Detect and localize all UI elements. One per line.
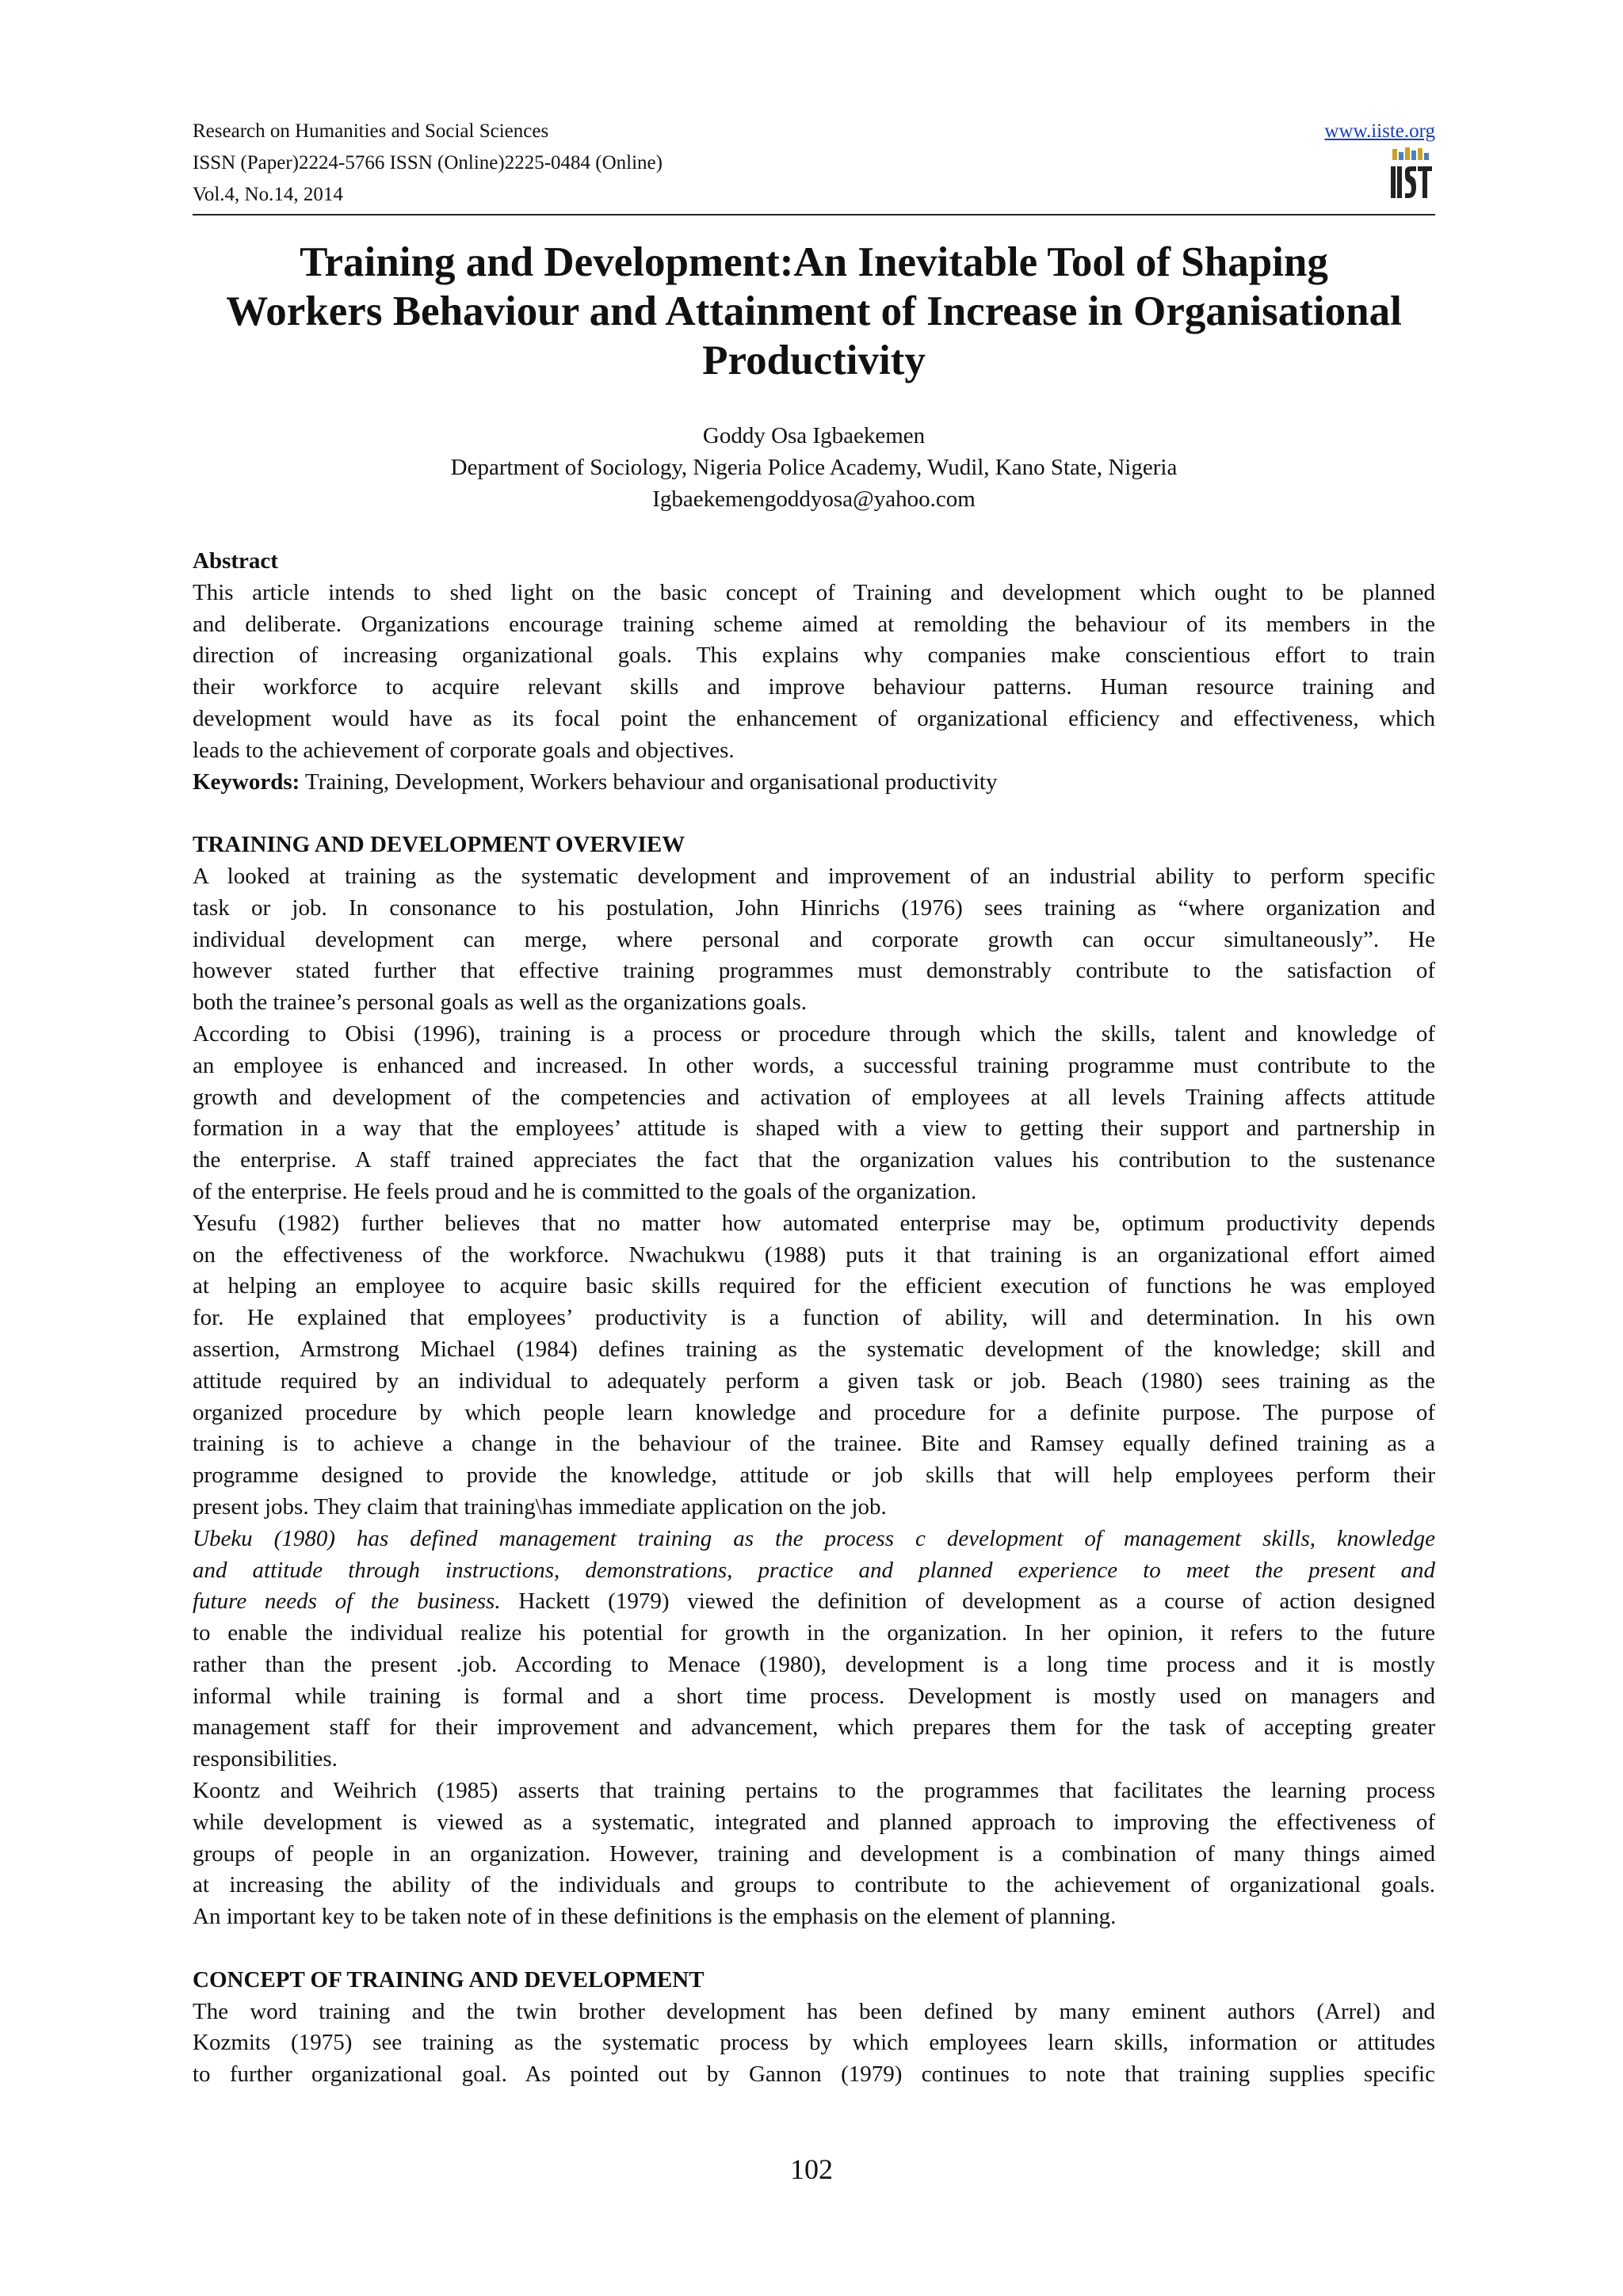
text-fragment: Hackett (1979) viewed the definition of development as a course of action designed <box>500 1589 1435 1615</box>
journal-url-link[interactable]: www.iiste.org <box>1324 120 1435 142</box>
text-line: both the trainee’s personal goals as well as the organizations goals. <box>193 990 808 1016</box>
text-line: An important key to be taken note of in these definitions is the emphasis on the element of planning. <box>193 1904 1117 1930</box>
journal-name: Research on Humanities and Social Sciences <box>193 120 549 142</box>
text-line: to enable the individual realize his potential for growth in the organization. In her opinion, it refers to the future <box>193 1620 1435 1646</box>
paper-title <box>193 238 1435 385</box>
text-line: formation in a way that the employees’ attitude is shaped with a view to getting their support and partnership in <box>193 1116 1435 1142</box>
keywords-label: Keywords: <box>193 769 300 795</box>
iiste-logo-icon <box>1384 147 1435 203</box>
author-block <box>193 420 1435 515</box>
text-line: Koontz and Weihrich (1985) asserts that training pertains to the programmes that facilitates the learning process <box>193 1778 1435 1804</box>
journal-header <box>193 116 1435 211</box>
text-line: to further organizational goal. As pointed out by Gannon (1979) continues to note that training supplies specific <box>193 2061 1435 2088</box>
text-line: assertion, Armstrong Michael (1984) defines training as the systematic development of the knowledge; skill and <box>193 1336 1435 1362</box>
spacer <box>193 1933 1435 1965</box>
keywords-text: Training, Development, Workers behaviour and organisational productivity <box>300 769 998 795</box>
abstract-line: and deliberate. Organizations encourage training scheme aimed at remolding the behaviour of its members in the <box>193 611 1435 637</box>
text-line: management staff for their improvement and advancement, which prepares them for the task of accepting greater <box>193 1714 1435 1741</box>
text-line: on the effectiveness of the workforce. Nwachukwu (1988) puts it that training is an organizational effort aimed <box>193 1241 1435 1268</box>
text-line: task or job. In consonance to his postulation, John Hinrichs (1976) sees training as “where organization and <box>193 894 1435 921</box>
abstract-line: leads to the achievement of corporate goals and objectives. <box>193 737 735 763</box>
text-line: an employee is enhanced and increased. In other words, a successful training programme must contribute to the <box>193 1052 1435 1078</box>
journal-issn: ISSN (Paper)2224-5766 ISSN (Online)2225-0484 (Online) <box>193 152 663 174</box>
title-line: Training and Development:An Inevitable Tool of Shaping <box>300 239 1328 285</box>
abstract-line: This article intends to shed light on the basic concept of Training and development which ought to be planned <box>193 579 1435 605</box>
text-line: programme designed to provide the knowledge, attitude or job skills that will help employees perform their <box>193 1463 1435 1489</box>
text-line: informal while training is formal and a short time process. Development is mostly used on managers and <box>193 1683 1435 1709</box>
text-line: A looked at training as the systematic development and improvement of an industrial ability to perform specific <box>193 863 1435 889</box>
author-affiliation: Department of Sociology, Nigeria Police Academy, Wudil, Kano State, Nigeria <box>450 455 1178 480</box>
author-name: Goddy Osa Igbaekemen <box>702 423 926 448</box>
text-line: training is to achieve a change in the behaviour of the trainee. Bite and Ramsey equally defined training as a <box>193 1431 1435 1457</box>
text-line: of the enterprise. He feels proud and he is committed to the goals of the organization. <box>193 1178 977 1204</box>
text-line: while development is viewed as a systematic, integrated and planned approach to improving the effectiveness of <box>193 1809 1435 1835</box>
text-line: Yesufu (1982) further believes that no matter how automated enterprise may be, optimum productivity depends <box>193 1210 1435 1236</box>
text-line: rather than the present .job. According to Menace (1980), development is a long time process and it is mostly <box>193 1651 1435 1677</box>
text-line: for. He explained that employees’ productivity is a function of ability, will and determination. In his own <box>193 1305 1435 1331</box>
text-line: the enterprise. A staff trained appreciates the fact that the organization values his contribution to the sustenance <box>193 1147 1435 1173</box>
text-line-italic: and attitude through instructions, demonstrations, practice and planned experience to meet the present and <box>193 1557 1435 1583</box>
text-line: however stated further that effective training programmes must demonstrably contribute to the satisfaction of <box>193 958 1435 984</box>
text-line: groups of people in an organization. However, training and development is a combination of many things aimed <box>193 1840 1435 1867</box>
abstract-heading: Abstract <box>193 548 278 574</box>
text-line: responsibilities. <box>193 1746 338 1772</box>
text-line: Kozmits (1975) see training as the systematic process by which employees learn skills, information or attitudes <box>193 2030 1435 2056</box>
text-line: The word training and the twin brother development has been defined by many eminent authors (Arrel) and <box>193 1998 1435 2024</box>
spacer <box>193 798 1435 830</box>
abstract-line: direction of increasing organizational goals. This explains why companies make conscientious effort to train <box>193 643 1435 669</box>
text-line-mixed <box>193 1586 1435 1618</box>
text-line: According to Obisi (1996), training is a process or procedure through which the skills, talent and knowledge of <box>193 1020 1435 1047</box>
journal-volume: Vol.4, No.14, 2014 <box>193 184 343 205</box>
text-line: at helping an employee to acquire basic skills required for the efficient execution of functions he was employed <box>193 1273 1435 1299</box>
italic-fragment: future needs of the business. <box>193 1589 501 1615</box>
text-line: growth and development of the competencies and activation of employees at all levels Training affects attitude <box>193 1084 1435 1110</box>
author-email: Igbaekemengoddyosa@yahoo.com <box>652 486 976 512</box>
header-divider <box>193 214 1435 215</box>
section-heading: CONCEPT OF TRAINING AND DEVELOPMENT <box>193 1966 705 1993</box>
text-line: at increasing the ability of the individuals and groups to contribute to the achievement of organizational goals. <box>193 1872 1435 1898</box>
page-number: 102 <box>790 2153 833 2185</box>
title-line: Productivity <box>702 338 926 383</box>
paper-body <box>193 546 1435 2091</box>
section-heading: TRAINING AND DEVELOPMENT OVERVIEW <box>193 832 685 858</box>
abstract-line: development would have as its focal point the enhancement of organizational efficiency and effectiveness, which <box>193 705 1435 731</box>
text-line-italic: Ubeku (1980) has defined management training as the process c development of management skills, knowledge <box>193 1525 1435 1551</box>
text-line: organized procedure by which people learn knowledge and procedure for a definite purpose. The purpose of <box>193 1399 1435 1425</box>
keywords-line <box>193 767 1435 799</box>
text-line: attitude required by an individual to adequately perform a given task or job. Beach (1980) sees training as the <box>193 1367 1435 1394</box>
text-line: individual development can merge, where personal and corporate growth can occur simultaneously”. He <box>193 926 1435 952</box>
abstract-line: their workforce to acquire relevant skills and improve behaviour patterns. Human resource training and <box>193 674 1435 700</box>
text-line: present jobs. They claim that training\has immediate application on the job. <box>193 1493 887 1520</box>
title-line: Workers Behaviour and Attainment of Increase in Organisational <box>226 288 1402 334</box>
